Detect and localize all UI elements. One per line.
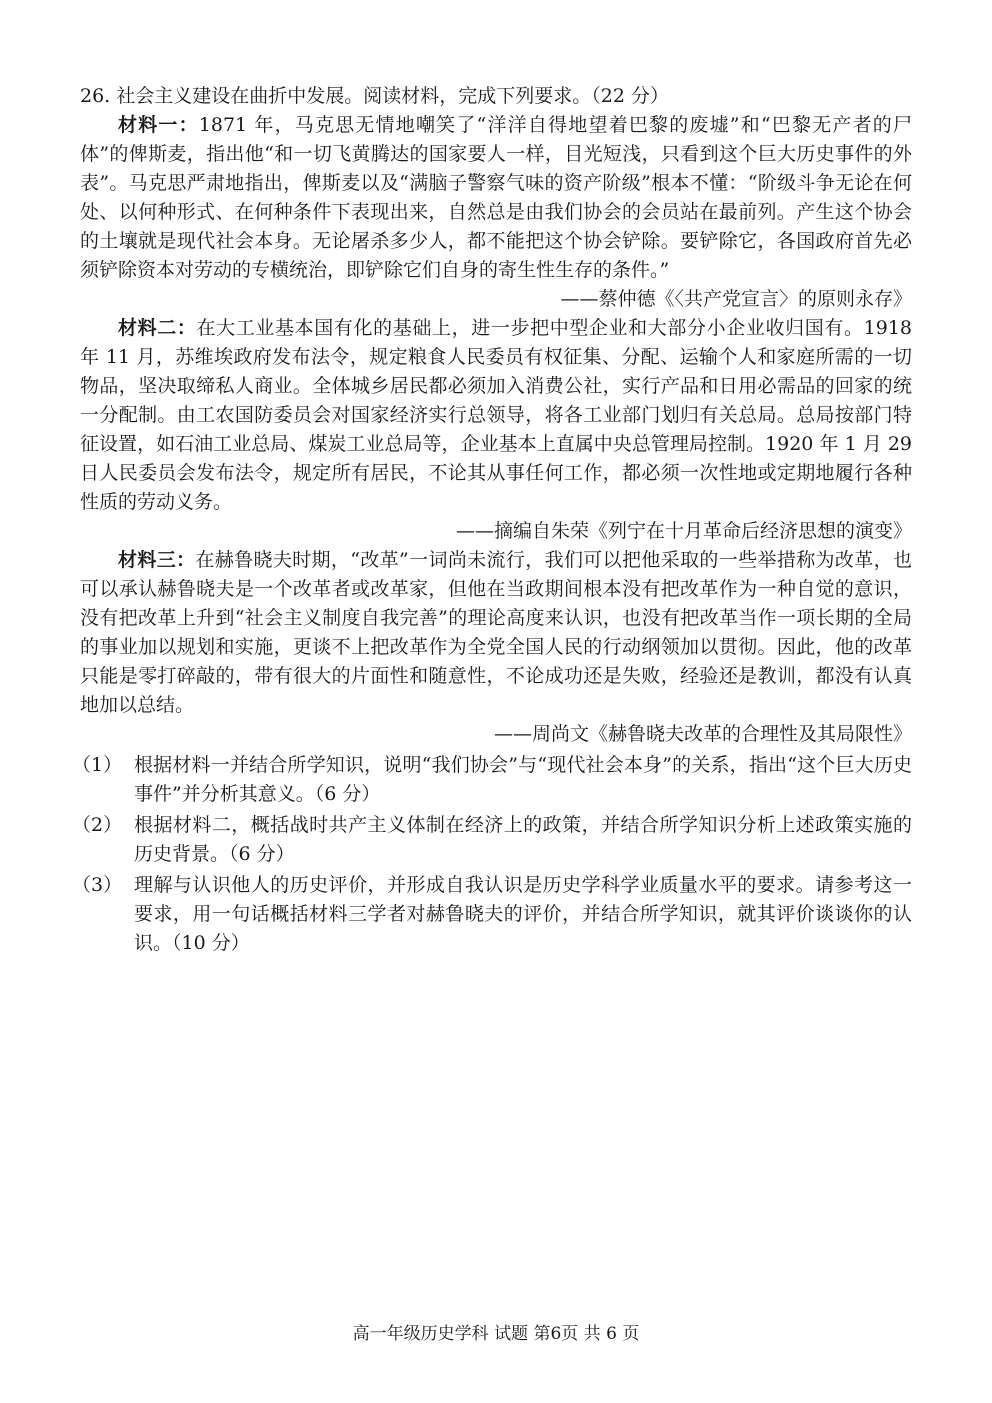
material-2-label: 材料二： — [118, 317, 197, 339]
sub-question-1-text: 根据材料一并结合所学知识，说明“我们协会”与“现代社会本身”的关系，指出“这个巨大历史事件”并分析其意义。（6 分） — [134, 754, 912, 805]
question-title: 26. 社会主义建设在曲折中发展。阅读材料，完成下列要求。（22 分） — [80, 85, 669, 107]
material-2-text: 在大工业基本国有化的基础上，进一步把中型企业和大部分小企业收归国有。1918 年 11 月，苏维埃政府发布法令，规定粮食人民委员有权征集、分配、运输个人和家庭所需的一切物品，坚决取缔私人商业。全体城乡居民都必须加入消费公社，实行产品和日用必需品的回家的统一分配制。由工农国防委员会对国家经济实行总领导，将各工业部门划归有关总局。总局按部门特征设置，如石油工业总局、煤炭工业总局等，企业基本上直属中央总管理局控制。1920 年 1 月 29 日人民委员会发布法令，规定所有居民，不论其从事任何工作，都必须一次性地或定期地履行各种性质的劳动义务。 — [80, 317, 912, 513]
sub-question-2-number: （2） — [72, 814, 123, 836]
sub-question-3 — [72, 871, 912, 958]
sub-question-3-text: 理解与认识他人的历史评价，并形成自我认识是历史学科学业质量水平的要求。请参考这一要求，用一句话概括材料三学者对赫鲁晓夫的评价，并结合所学知识，就其评价谈谈你的认识。（10 分） — [134, 874, 912, 954]
material-1-text: 1871 年，马克思无情地嘲笑了“洋洋自得地望着巴黎的废墟”和“巴黎无产者的尸体”的俾斯麦，指出他“和一切飞黄腾达的国家要人一样，目光短浅，只看到这个巨大历史事件的外表”。马克思严肃地指出，俾斯麦以及“满脑子警察气味的资产阶级”根本不懂：“阶级斗争无论在何处、以何种形式、在何种条件下表现出来，自然总是由我们协会的会员站在最前列。产生这个协会的土壤就是现代社会本身。无论屠杀多少人，都不能把这个协会铲除。要铲除它，各国政府首先必须铲除资本对劳动的专横统治，即铲除它们自身的寄生性生存的条件。” — [80, 114, 912, 281]
sub-question-1 — [72, 751, 912, 809]
material-2-source: ——摘编自朱荣《列宁在十月革命后经济思想的演变》 — [455, 520, 912, 542]
material-3-text: 在赫鲁晓夫时期，“改革”一词尚未流行，我们可以把他采取的一些举措称为改革，也可以承认赫鲁晓夫是一个改革者或改革家，但他在当政期间根本没有把改革作为一种自觉的意识，没有把改革上升到“社会主义制度自我完善”的理论高度来认识，也没有把改革当作一项长期的全局的事业加以规划和实施，更谈不上把改革作为全党全国人民的行动纲领加以贯彻。因此，他的改革只能是零打碎敲的，带有很大的片面性和随意性，不论成功还是失败，经验还是教训，都没有认真地加以总结。 — [80, 549, 912, 716]
sub-question-1-number: （1） — [72, 754, 123, 776]
material-3-source: ——周尚文《赫鲁晓夫改革的合理性及其局限性》 — [493, 723, 912, 745]
sub-question-2 — [72, 811, 912, 869]
material-3 — [80, 546, 912, 720]
material-1-label: 材料一： — [118, 114, 199, 136]
exam-page — [72, 82, 912, 958]
material-1-source: ——蔡仲德《〈共产党宣言〉的原则永存》 — [560, 288, 912, 310]
sub-question-3-number: （3） — [72, 874, 123, 896]
material-2 — [80, 314, 912, 517]
material-1 — [80, 111, 912, 285]
sub-question-2-text: 根据材料二，概括战时共产主义体制在经济上的政策，并结合所学知识分析上述政策实施的历史背景。（6 分） — [134, 814, 912, 865]
page-footer: 高一年级历史学科 试题 第6页 共 6 页 — [352, 1324, 640, 1344]
material-3-label: 材料三： — [118, 549, 196, 571]
